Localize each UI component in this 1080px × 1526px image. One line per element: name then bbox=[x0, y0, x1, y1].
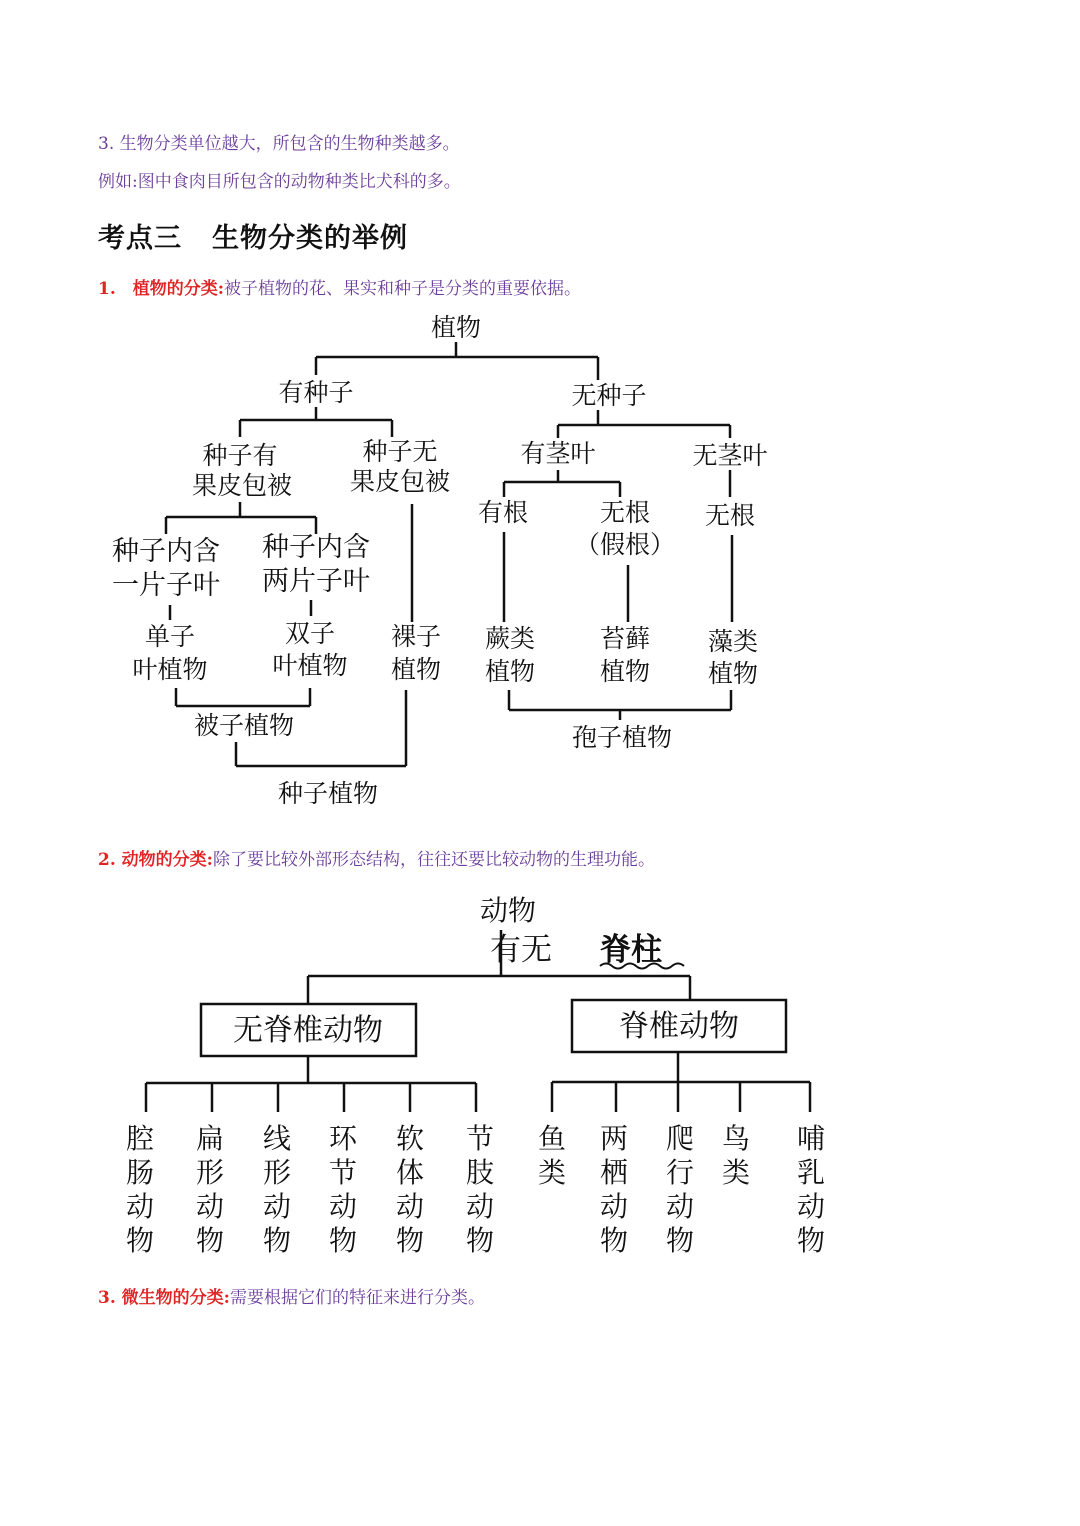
plant-di-2: 叶植物 bbox=[272, 651, 348, 680]
animal-desc: 除了要比较外部形态结构，往往还要比较动物的生理功能。 bbox=[212, 850, 655, 870]
plant-tree-labels bbox=[112, 313, 768, 808]
animal-group-char: 鸟 bbox=[721, 1122, 751, 1155]
animal-group-char: 栖 bbox=[599, 1156, 629, 1189]
plant-naked-1: 种子无 bbox=[362, 437, 438, 466]
section-title: 生物分类的举例 bbox=[212, 223, 408, 254]
animal-group-char: 肠 bbox=[125, 1156, 155, 1189]
plant-moss-2: 植物 bbox=[599, 657, 651, 686]
animal-group-5 bbox=[466, 1122, 494, 1257]
plant-root-no-2: （假根） bbox=[574, 530, 676, 559]
animal-invertebrate: 无脊椎动物 bbox=[233, 1013, 383, 1048]
animal-vertebrate: 脊椎动物 bbox=[619, 1009, 739, 1044]
animal-criterion-key: 脊柱 bbox=[600, 932, 662, 968]
plant-root: 植物 bbox=[430, 313, 482, 342]
plant-gymno-2: 植物 bbox=[390, 655, 442, 684]
animal-group-8 bbox=[666, 1122, 694, 1257]
animal-group-9 bbox=[722, 1122, 750, 1189]
animal-group-char: 类 bbox=[721, 1156, 751, 1189]
animal-group-char: 动 bbox=[796, 1190, 826, 1223]
intro-line-2: 例如:图中食肉目所包含的动物种类比犬科的多。 bbox=[98, 172, 461, 192]
animal-group-6 bbox=[538, 1122, 566, 1189]
plant-naked-2: 果皮包被 bbox=[349, 467, 451, 496]
animal-group-char: 爬 bbox=[665, 1122, 695, 1155]
animal-criterion-prefix: 有无 bbox=[490, 932, 552, 968]
plant-oneleaf-2: 一片子叶 bbox=[112, 570, 220, 601]
animal-group-char: 动 bbox=[328, 1190, 358, 1223]
animal-group-char: 哺 bbox=[796, 1122, 826, 1155]
animal-group-char: 动 bbox=[665, 1190, 695, 1223]
animal-group-char: 物 bbox=[665, 1224, 695, 1257]
animal-group-char: 扁 bbox=[195, 1122, 225, 1155]
plant-spore: 孢子植物 bbox=[571, 723, 673, 752]
plant-covered-1: 种子有 bbox=[202, 441, 278, 470]
plant-fern-2: 植物 bbox=[484, 657, 536, 686]
animal-group-char: 环 bbox=[328, 1122, 358, 1155]
animal-group-char: 动 bbox=[262, 1190, 292, 1223]
animal-group-char: 动 bbox=[599, 1190, 629, 1223]
animal-group-char: 肢 bbox=[465, 1156, 495, 1189]
animal-group-char: 动 bbox=[465, 1190, 495, 1223]
plant-twoleaf-2: 两片子叶 bbox=[262, 566, 370, 597]
animal-group-char: 物 bbox=[125, 1224, 155, 1257]
animal-group-7 bbox=[600, 1122, 628, 1257]
animal-tree-labels bbox=[233, 894, 739, 1048]
plant-twoleaf-1: 种子内含 bbox=[262, 532, 370, 563]
plant-root-yes: 有根 bbox=[477, 498, 529, 527]
animal-group-char: 形 bbox=[195, 1156, 225, 1189]
animal-group-char: 节 bbox=[465, 1122, 495, 1155]
animal-groups bbox=[126, 1122, 825, 1257]
animal-group-char: 物 bbox=[796, 1224, 826, 1257]
plant-root-none: 无根 bbox=[704, 501, 756, 530]
plant-mono-1: 单子 bbox=[144, 622, 196, 651]
animal-group-char: 节 bbox=[328, 1156, 358, 1189]
animal-group-char: 体 bbox=[395, 1156, 425, 1189]
animal-group-char: 物 bbox=[262, 1224, 292, 1257]
microbe-label: 3. 微生物的分类: bbox=[98, 1288, 230, 1308]
plant-stemleaf: 有茎叶 bbox=[520, 439, 596, 468]
animal-group-1 bbox=[196, 1122, 224, 1257]
plant-oneleaf-1: 种子内含 bbox=[112, 536, 220, 567]
animal-group-char: 行 bbox=[665, 1156, 695, 1189]
plant-algae-1: 藻类 bbox=[707, 627, 759, 656]
animal-group-char: 形 bbox=[262, 1156, 292, 1189]
animal-group-10 bbox=[797, 1122, 825, 1257]
animal-group-char: 动 bbox=[395, 1190, 425, 1223]
plant-seedplants: 种子植物 bbox=[277, 779, 379, 808]
animal-group-char: 物 bbox=[395, 1224, 425, 1257]
animal-group-2 bbox=[263, 1122, 291, 1257]
plant-root-no-1: 无根 bbox=[599, 498, 651, 527]
animal-group-4 bbox=[396, 1122, 424, 1257]
animal-group-char: 软 bbox=[395, 1122, 425, 1155]
animal-group-char: 物 bbox=[328, 1224, 358, 1257]
plant-moss-1: 苔藓 bbox=[599, 624, 651, 653]
animal-group-3 bbox=[329, 1122, 358, 1257]
plant-label: 1. 植物的分类: bbox=[98, 279, 225, 299]
plant-di-1: 双子 bbox=[284, 619, 336, 648]
plant-desc: 被子植物的花、果实和种子是分类的重要依据。 bbox=[224, 279, 582, 299]
animal-label: 2. 动物的分类: bbox=[98, 850, 213, 870]
intro-line-1: 3. 生物分类单位越大，所包含的生物种类越多。 bbox=[98, 134, 460, 154]
plant-covered-2: 果皮包被 bbox=[191, 471, 293, 500]
animal-group-char: 乳 bbox=[796, 1156, 826, 1189]
plant-algae-2: 植物 bbox=[707, 659, 759, 688]
animal-group-char: 腔 bbox=[125, 1122, 155, 1155]
animal-group-char: 物 bbox=[599, 1224, 629, 1257]
plant-nostemleaf: 无茎叶 bbox=[692, 441, 768, 470]
animal-root: 动物 bbox=[479, 894, 537, 927]
animal-group-char: 鱼 bbox=[537, 1122, 567, 1155]
plant-gymno-1: 裸子 bbox=[390, 622, 442, 651]
animal-group-char: 类 bbox=[537, 1156, 567, 1189]
animal-group-char: 动 bbox=[125, 1190, 155, 1223]
animal-group-0 bbox=[126, 1122, 154, 1257]
plant-noseed: 无种子 bbox=[571, 381, 647, 410]
section-number: 考点三 bbox=[98, 223, 182, 254]
plant-fern-1: 蕨类 bbox=[484, 624, 536, 653]
animal-group-char: 动 bbox=[195, 1190, 225, 1223]
animal-group-char: 两 bbox=[599, 1122, 629, 1155]
microbe-desc: 需要根据它们的特征来进行分类。 bbox=[229, 1288, 485, 1308]
animal-group-char: 线 bbox=[262, 1122, 292, 1155]
animal-group-char: 物 bbox=[465, 1224, 495, 1257]
plant-seed: 有种子 bbox=[278, 378, 354, 407]
animal-group-char: 物 bbox=[195, 1224, 225, 1257]
plant-mono-2: 叶植物 bbox=[132, 655, 208, 684]
plant-angio: 被子植物 bbox=[193, 711, 295, 740]
